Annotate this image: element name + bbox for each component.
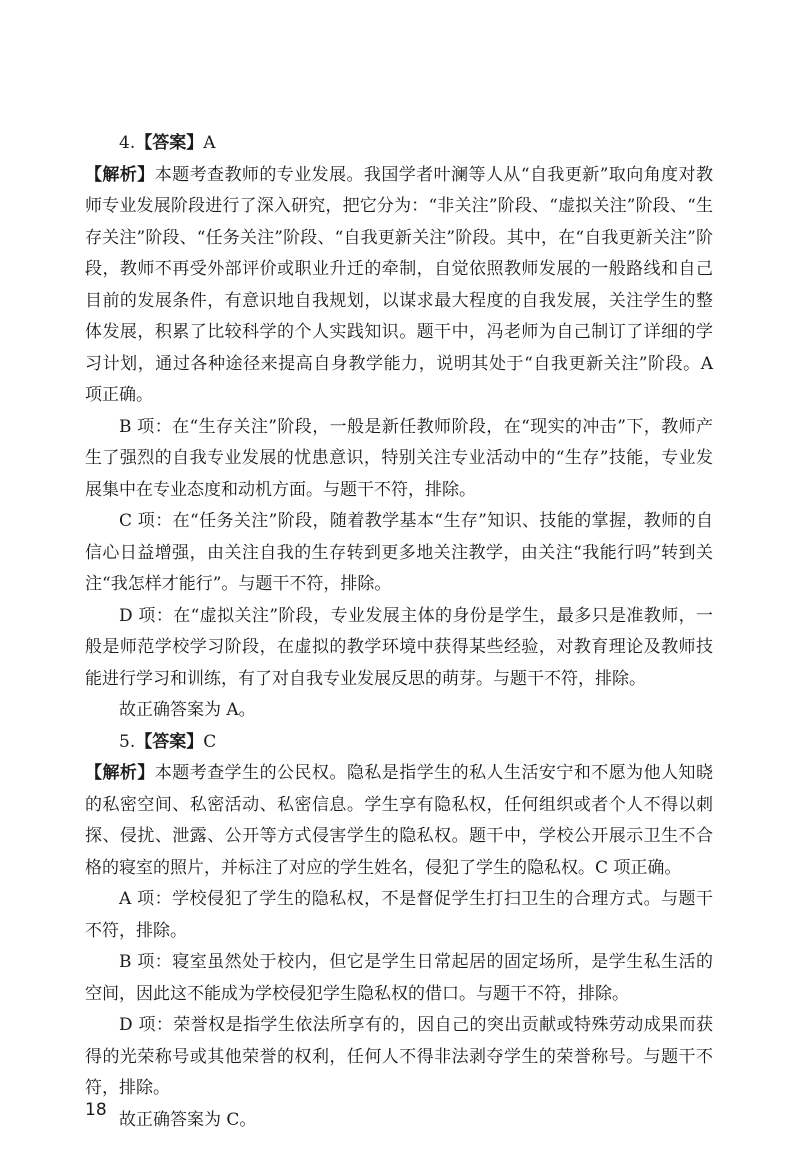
q4-number: 4. bbox=[119, 133, 136, 153]
q4-option-d: D 项：在“虚拟关注”阶段，专业发展主体的身份是学生，最多只是准教师，一般是师范学校学习阶段，在虚拟的教学环境中获得某些经验，对教育理论及教师技能进行学习和训练，有了对自我专业发展反思的萌芽。与题干不符，排除。 bbox=[85, 605, 713, 689]
q4-analysis bbox=[85, 160, 713, 412]
q5-analysis-tag: 【解析】 bbox=[85, 763, 155, 783]
q4-analysis-text: 本题考查教师的专业发展。我国学者叶澜等人从“自我更新”取向角度对教师专业发展阶段进行了深入研究，把它分为：“非关注”阶段、“虚拟关注”阶段、“生存关注”阶段、“任务关注”阶段、“自我更新关注”阶段。其中，在“自我更新关注”阶段，教师不再受外部评价或职业升迁的牵制，自觉依照教师发展的一般路线和自己目前的发展条件，有意识地自我规划，以谋求最大程度的自我发展，关注学生的整体发展，积累了比较科学的个人实践知识。题干中，冯老师为自己制订了详细的学习计划，通过各种途径来提高自身教学能力，说明其处于“自我更新关注”阶段。A 项正确。 bbox=[85, 164, 713, 405]
q5-option-b: B 项：寝室虽然处于校内，但它是学生日常起居的固定场所，是学生私生活的空间，因此这不能成为学校侵犯学生隐私权的借口。与题干不符，排除。 bbox=[85, 952, 713, 1004]
q4-option-b: B 项：在“生存关注”阶段，一般是新任教师阶段，在“现实的冲击”下，教师产生了强烈的自我专业发展的忧患意识，特别关注专业活动中的“生存”技能，专业发展集中在专业态度和动机方面。与题干不符，排除。 bbox=[85, 416, 713, 500]
q5-conclusion: 故正确答案为 C。 bbox=[119, 1109, 257, 1130]
q4-conclusion: 故正确答案为 A。 bbox=[119, 700, 256, 720]
q4-answer-line bbox=[85, 128, 713, 160]
q4-answer: A bbox=[203, 133, 216, 153]
q5-option-d: D 项：荣誉权是指学生依法所享有的，因自己的突出贡献或特殊劳动成果而获得的光荣称号或其他荣誉的权利，任何人不得非法剥夺学生的荣誉称号。与题干不符，排除。 bbox=[85, 1015, 713, 1098]
q5-answer-line bbox=[85, 727, 713, 759]
q4-answer-tag: 【答案】 bbox=[135, 133, 204, 153]
q5-number: 5. bbox=[119, 731, 136, 752]
q5-answer: C bbox=[203, 731, 217, 752]
q5-analysis-text: 本题考查学生的公民权。隐私是指学生的私人生活安宁和不愿为他人知晓的私密空间、私密活动、私密信息。学生享有隐私权，任何组织或者个人不得以刺探、侵扰、泄露、公开等方式侵害学生的隐私权。题干中，学校公开展示卫生不合格的寝室的照片，并标注了对应的学生姓名，侵犯了学生的隐私权。C 项正确。 bbox=[85, 763, 714, 878]
q5-analysis bbox=[85, 758, 713, 884]
page-number: 18 bbox=[85, 1100, 107, 1120]
page-content bbox=[85, 128, 713, 1136]
q4-analysis-tag: 【解析】 bbox=[85, 164, 155, 185]
q5-option-a: A 项：学校侵犯了学生的隐私权，不是督促学生打扫卫生的合理方式。与题干不符，排除。 bbox=[85, 889, 713, 941]
q4-option-c: C 项：在“任务关注”阶段，随着教学基本“生存”知识、技能的掌握，教师的自信心日益增强，由关注自我的生存转到更多地关注教学，由关注“我能行吗”转到关注“我怎样才能行”。与题干不符，排除。 bbox=[85, 511, 713, 594]
q5-answer-tag: 【答案】 bbox=[135, 731, 204, 752]
